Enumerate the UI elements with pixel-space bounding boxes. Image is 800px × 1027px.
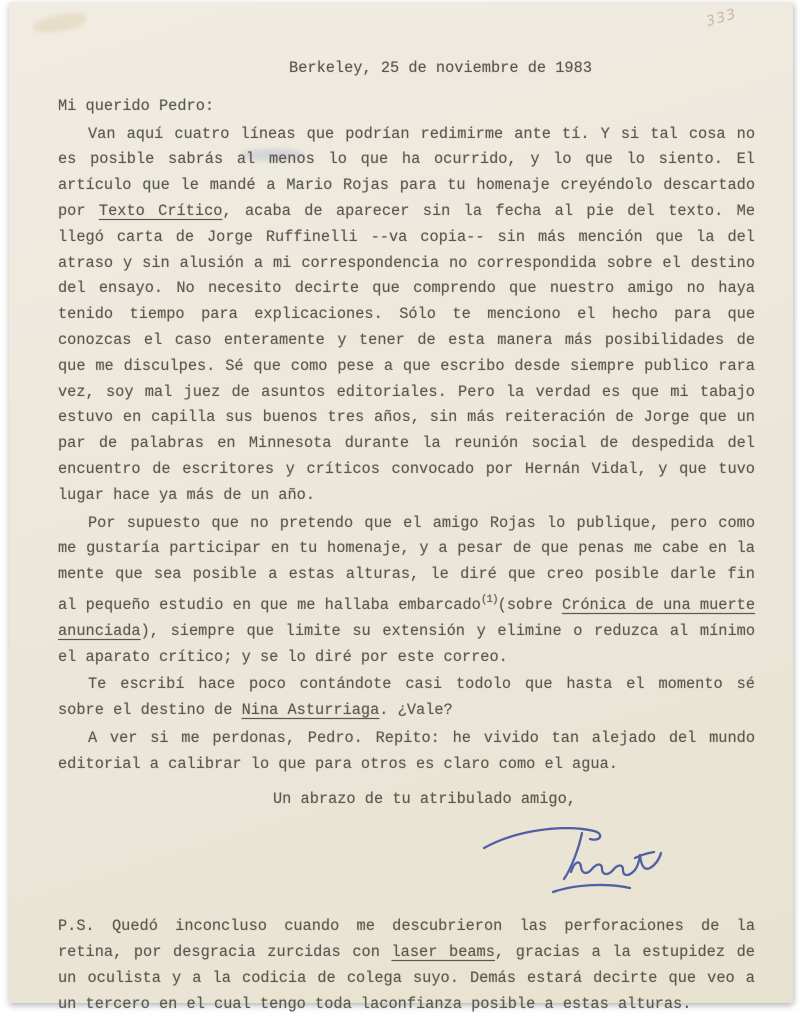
paragraph-2-text-cont: (sobre: [497, 595, 562, 614]
paragraph-1: [58, 122, 755, 509]
paragraph-2: [58, 511, 755, 671]
underlined-name-nina-asturriaga: Nina Asturriaga: [241, 701, 380, 720]
signature-flourish-stroke: [484, 828, 600, 848]
paragraph-1-text: Van aquí cuatro líneas que podrían redimirme ante tí. Y si tal cosa no es posible sabrás al menos lo que ha ocurrido, y lo que lo siento. El artículo que le mandé a Mario Rojas para tu homenaje creyéndolo descartado por: [58, 124, 755, 220]
closing-line: Un abrazo de tu atribulado amigo,: [273, 789, 576, 808]
postscript-text-end: , gracias a la estupidez de un oculista y a la codicia de colega suyo. Demás estará decirte que veo a un tercero en el cual tengo toda laconfianza posible a estas alturas.: [58, 943, 755, 1013]
dateline: Berkeley, 25 de noviembre de 1983: [289, 59, 592, 77]
paragraph-1-text-cont: , acaba de aparecer sin la fecha al pie del texto. Me llegó carta de Jorge Ruffinelli --va copia-- sin más mención que la del atraso y sin alusión a mi correspondencia no correspondida sobre el destino del ensayo. No necesito decirte que comprendo que nuestro amigo no haya tenido tiempo para explicaciones. Sólo te menciono el hecho para que conozcas el caso enteramente y tener de esta manera más posibilidades de que me disculpes. Sé que como pese a que escribo desde siempre publico rara vez, soy mal juez de asuntos editoriales. Pero la verdad es que mi tabajo estuvo en capilla sus buenos tres años, sin más reiteración de Jorge que un par de palabras en Minnesota durante la reunión social de despedida del encuentro de escritores y críticos convocado por Hernán Vidal, y que tuvo lugar hace ya más de un año.: [58, 201, 755, 504]
signature-t-crossbar: [635, 852, 654, 858]
letter-content: [58, 2, 755, 1018]
underlined-title-cronica: Crónica de una muerte anunciada: [58, 595, 755, 640]
paragraph-2-text: Por supuesto que no pretendo que el amigo Rojas lo publique, pero como me gustaría participar en tu homenaje, y a pesar de que penas me cabe en la mente que sea posible a estas alturas, le diré que creo posible darle fin al pequeño estudio en que me hallaba embarcado: [58, 513, 755, 614]
postscript: [58, 914, 755, 1017]
signature-letters-stroke: [571, 853, 661, 875]
underlined-title-texto-critico: Texto Crítico: [98, 201, 223, 220]
signature-downstroke: [564, 833, 582, 879]
paragraph-3: [58, 672, 755, 724]
signature-underline-swash: [553, 885, 630, 892]
paragraph-4: A ver si me perdonas, Pedro. Repito: he vivido tan alejado del mundo editorial a calibrar lo que para otros es claro como el agua.: [58, 728, 755, 773]
signature-block: [58, 812, 755, 904]
signature-vicente: [478, 822, 688, 902]
salutation: Mi querido Pedro:: [58, 96, 215, 115]
paragraph-2-text-end: ), siempre que limite su extensión y elimine o reduzca al mínimo el aparato crítico; y se lo diré por este correo.: [58, 621, 755, 666]
footnote-marker: (1): [480, 593, 498, 606]
paragraph-3-text: Te escribí hace poco contándote casi todolo que hasta el momento sé sobre el destino de: [58, 675, 755, 720]
letter-page: [9, 2, 793, 1013]
underlined-laser-beams: laser beams: [391, 943, 495, 962]
postscript-text: P.S. Quedó inconcluso cuando me descubrieron las perforaciones de la retina, por desgracia zurcidas con: [58, 917, 755, 962]
archive-page-number: 333: [704, 6, 739, 30]
paragraph-3-text-end: . ¿Vale?: [379, 701, 453, 720]
